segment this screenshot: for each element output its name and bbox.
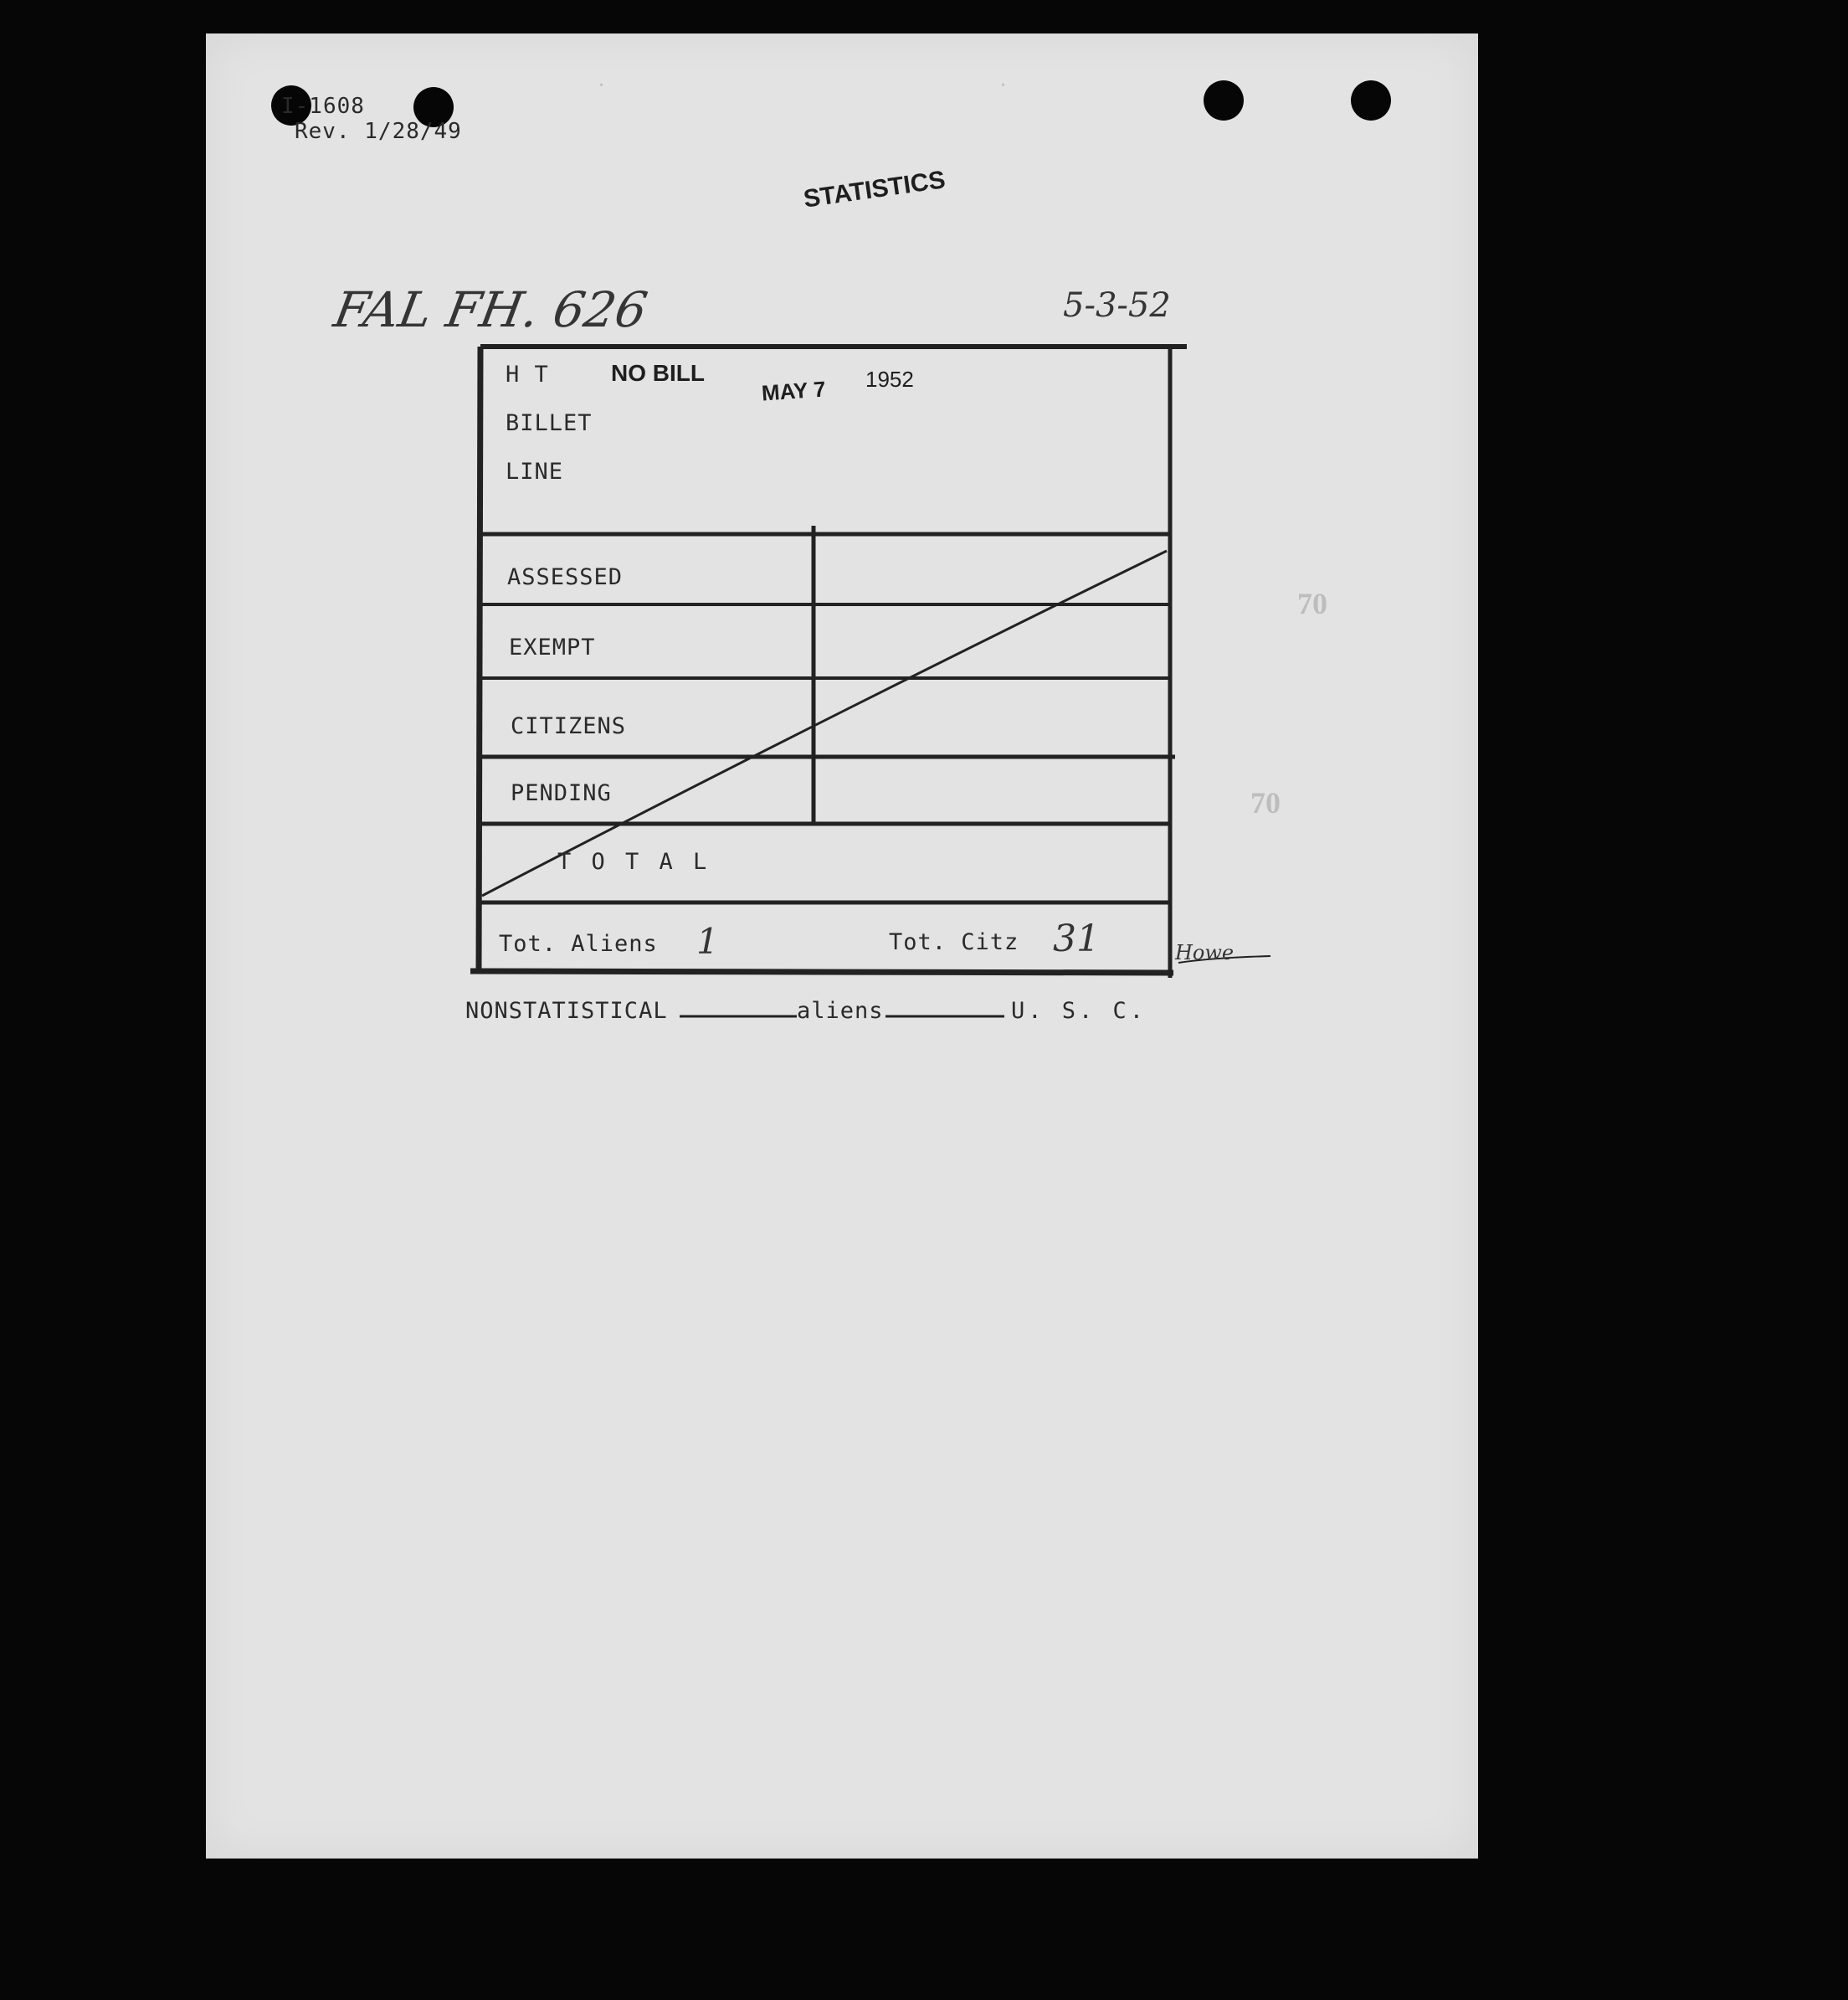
total-citizens-label: Tot. Citz — [889, 929, 1019, 955]
line-label: LINE — [506, 459, 564, 485]
no-bill-stamp: NO BILL — [611, 360, 705, 386]
pending-label: PENDING — [511, 780, 612, 806]
form-number: I-1608 — [281, 94, 365, 119]
total-label: T O T A L — [557, 849, 711, 875]
total-aliens-label: Tot. Aliens — [499, 931, 658, 957]
ghost-mark-2: · — [998, 75, 1009, 96]
assessed-label: ASSESSED — [507, 564, 624, 590]
ht-label: H T — [506, 362, 549, 388]
nonstatistical-label: NONSTATISTICAL — [465, 998, 668, 1024]
billet-label: BILLET — [506, 410, 593, 436]
form-revision: Rev. 1/28/49 — [295, 119, 462, 144]
bleed-through-number-2: 70 — [1250, 786, 1281, 820]
received-year-stamp: 1952 — [865, 367, 914, 392]
inspector-initials: Howe — [1175, 941, 1235, 964]
bleed-through-number-1: 70 — [1297, 587, 1327, 620]
nonstatistical-usc-label: U. S. C. — [1011, 998, 1147, 1024]
ghost-mark-1: · — [596, 75, 608, 96]
statistics-heading: STATISTICS — [802, 166, 947, 213]
nonstatistical-aliens-label: aliens — [797, 998, 884, 1024]
date-handwritten: 5-3-52 — [1063, 286, 1171, 325]
flight-number-handwritten: FAL FH. 626 — [330, 281, 652, 338]
exempt-label: EXEMPT — [509, 635, 596, 661]
received-date-stamp: MAY 7 — [761, 376, 827, 406]
total-citizens-value: 31 — [1053, 918, 1100, 960]
total-aliens-value: 1 — [696, 921, 719, 962]
citizens-label: CITIZENS — [511, 713, 627, 739]
